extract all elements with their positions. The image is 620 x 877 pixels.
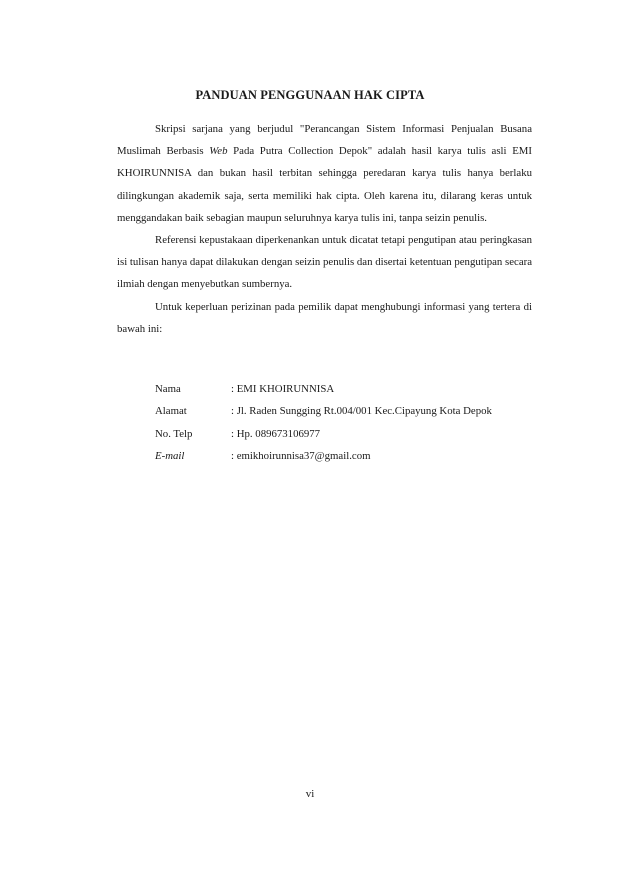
paragraph-copyright-italic-web: Web (209, 145, 228, 158)
paragraph-copyright-text-1: Skripsi sarjana yang berjudul "Perancangan Sistem Informasi Penjualan Busana Muslimah Berbasis (117, 123, 532, 158)
contact-label: Alamat (155, 405, 187, 418)
contact-row-address (155, 400, 492, 422)
page-title: PANDUAN PENGGUNAAN HAK CIPTA (195, 88, 425, 102)
contact-label: No. Telp (155, 427, 193, 440)
paragraph-reference: Referensi kepustakaan diperkenankan untuk dicatat tetapi pengutipan atau peringkasan isi tulisan hanya dapat dilakukan dengan seizin penulis dan disertai ketentuan pengutipan secara ilmiah dengan menyebutkan sumbernya. (117, 234, 532, 291)
contact-label: E-mail (155, 449, 185, 462)
contact-info (155, 378, 492, 467)
paragraph-copyright-text-2: Pada Putra Collection Depok" adalah hasil karya tulis asli EMI KHOIRUNNISA dan bukan hasil terbitan sehingga peredaran karya tulis hanya berlaku dilingkungan akademik saja, serta memiliki hak cipta. Oleh karena itu, dilarang keras untuk menggandakan baik sebagian maupun seluruhnya karya tulis ini, tanpa seizin penulis. (117, 145, 532, 224)
page-number: vi (305, 788, 315, 800)
contact-row-email (155, 445, 492, 467)
body-text (117, 118, 532, 340)
paragraph-copyright (117, 118, 532, 229)
contact-row-phone (155, 423, 492, 445)
paragraph-permission: Untuk keperluan perizinan pada pemilik dapat menghubungi informasi yang tertera di bawah ini: (117, 300, 532, 335)
contact-value: : emikhoirunnisa37@gmail.com (231, 449, 371, 462)
contact-value: : EMI KHOIRUNNISA (231, 383, 335, 395)
contact-row-name (155, 378, 492, 400)
contact-value: : Jl. Raden Sungging Rt.004/001 Kec.Cipayung Kota Depok (231, 405, 492, 418)
contact-value: : Hp. 089673106977 (231, 427, 321, 440)
contact-label: Nama (155, 383, 181, 395)
